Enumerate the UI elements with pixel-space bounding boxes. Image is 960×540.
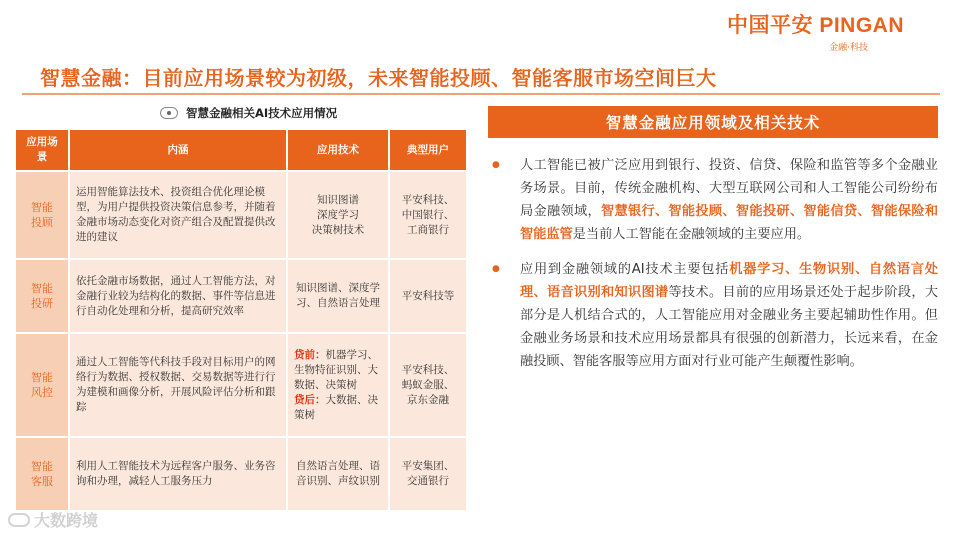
- column-header-content: 内涵: [69, 129, 287, 171]
- row-content: 运用智能算法技术、投资组合优化理论模型，为用户提供投资决策信息参考，并随着金融市场动态变化对资产组合及配置提供改进的建议: [69, 171, 287, 259]
- title-divider: [22, 93, 940, 95]
- bullet-text: 人工智能已被广泛应用到银行、投资、信贷、保险和监管等多个金融业务场景。目前，传统金融机构、大型互联网公司和人工智能公司纷纷布局金融领域，: [520, 158, 938, 219]
- table-caption-text: 智慧金融相关AI技术应用情况: [186, 106, 338, 120]
- section-title: 智慧金融应用领域及相关技术: [488, 106, 938, 138]
- caption-eye-icon: [160, 107, 178, 119]
- tech-pre-text: 机器学习、生物特征识别、大数据、决策树: [294, 348, 378, 391]
- row-scene: 智能投研: [15, 259, 69, 333]
- watermark: [8, 508, 98, 531]
- logo-sub-text: 金融·科技: [829, 43, 868, 53]
- table-header-row: [15, 129, 467, 171]
- column-header-users: 典型用户: [389, 129, 467, 171]
- table-row: [15, 437, 467, 511]
- tech-pre-label: 贷前：: [294, 348, 326, 361]
- ai-application-table: [14, 128, 468, 512]
- tech-post-text: 大数据、决策树: [294, 393, 378, 421]
- row-tech: 自然语言处理、语音识别、声纹识别: [287, 437, 389, 511]
- row-users: 平安科技等: [389, 259, 467, 333]
- column-header-scene: 应用场景: [15, 129, 69, 171]
- bullet-list: [490, 154, 938, 385]
- table-row: [15, 171, 467, 259]
- pingan-logo: [724, 9, 904, 53]
- row-scene: 智能风控: [15, 333, 69, 437]
- table-row: [15, 333, 467, 437]
- row-tech: 知识图谱 深度学习 决策树技术: [287, 171, 389, 259]
- bullet-item: [490, 258, 938, 373]
- row-content: 通过人工智能等代科技手段对目标用户的网络行为数据、授权数据、交易数据等进行行为建模和画像分析，开展风险评估分析和跟踪: [69, 333, 287, 437]
- bullet-text: 等技术。目前的应用场景还处于起步阶段，大部分是人机结合式的，人工智能应用对金融业务主要起辅助性作用。但金融业务场景和技术应用场景都具有很强的创新潜力，长远来看，在金融投顾、智能客服等应用方面对行业可能产生颠覆性影响。: [520, 285, 939, 369]
- table-row: [15, 259, 467, 333]
- column-header-tech: 应用技术: [287, 129, 389, 171]
- row-tech: 知识图谱、深度学习、自然语言处理: [287, 259, 389, 333]
- bullet-highlight: 机器学习、生物识别、自然语言处理、语音识别和知识图谱: [520, 262, 938, 300]
- row-scene: 智能投顾: [15, 171, 69, 259]
- row-users: 平安集团、 交通银行: [389, 437, 467, 511]
- bullet-text: 应用到金融领域的AI技术主要包括: [520, 262, 730, 277]
- watermark-logo-icon: [8, 513, 30, 527]
- row-content: 利用人工智能技术为远程客户服务、业务咨询和办理，减轻人工服务压力: [69, 437, 287, 511]
- tech-post-label: 贷后：: [294, 393, 326, 406]
- bullet-highlight: 智慧银行、智能投顾、智能投研、智能信贷、智能保险和智能监管: [520, 204, 939, 242]
- row-content: 依托金融市场数据，通过人工智能方法，对金融行业较为结构化的数据、事件等信息进行自动化处理和分析，提高研究效率: [69, 259, 287, 333]
- bullet-text: 是当前人工智能在金融领域的主要应用。: [572, 227, 811, 242]
- row-scene: 智能客服: [15, 437, 69, 511]
- bullet-item: [490, 154, 938, 246]
- row-tech: [287, 333, 389, 437]
- row-users: 平安科技、 蚂蚁金服、 京东金融: [389, 333, 467, 437]
- page-title: 智慧金融：目前应用场景较为初级，未来智能投顾、智能客服市场空间巨大: [40, 66, 717, 90]
- watermark-text: 大数跨境: [34, 511, 99, 530]
- row-users: 平安科技、 中国银行、 工商银行: [389, 171, 467, 259]
- table-caption: [160, 105, 420, 121]
- logo-main-text: 中国平安 PINGAN: [726, 14, 904, 37]
